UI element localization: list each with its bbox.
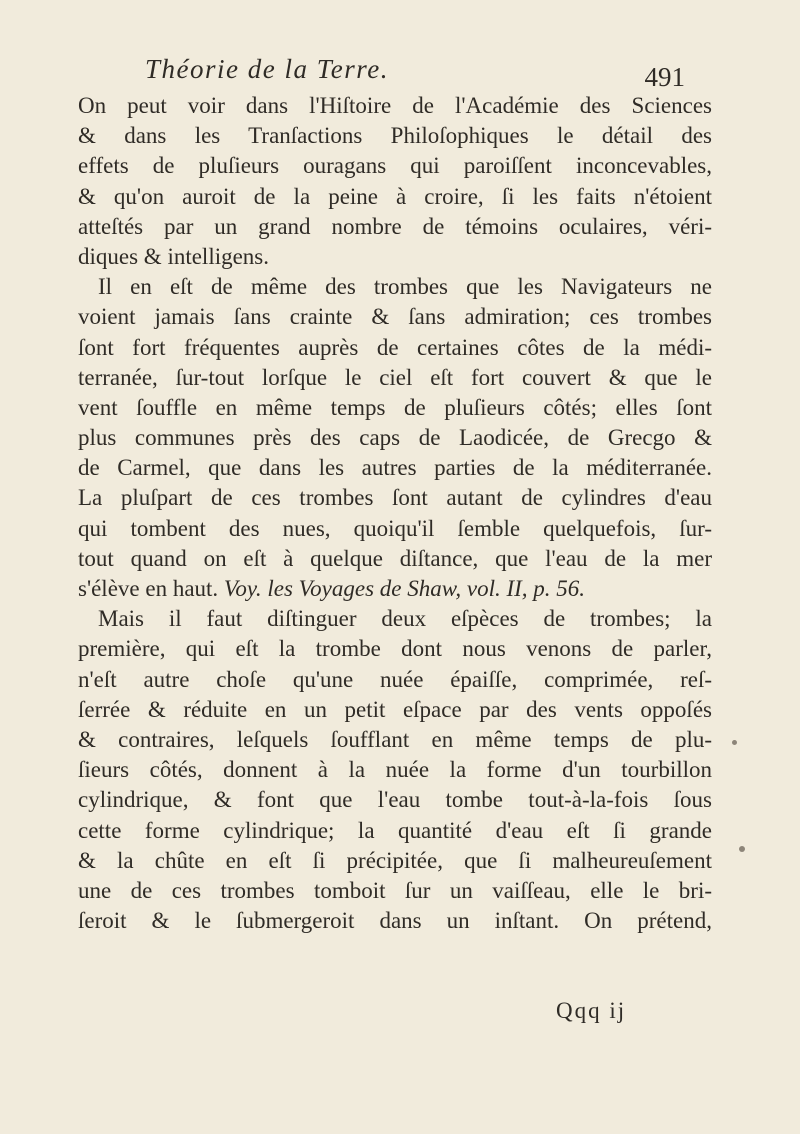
text-line: ſeroit & le ſubmergeroit dans un inſtant. On prétend, <box>78 908 712 934</box>
text-line: On peut voir dans l'Hiſtoire de l'Académie des Sciences <box>78 93 712 118</box>
text-line: diques & intelligens. <box>78 243 270 269</box>
page-number: 491 <box>644 62 685 92</box>
body-text <box>78 91 712 936</box>
line-text: s'élève en haut. <box>78 576 219 601</box>
text-line: de Carmel, que dans les autres parties de la méditerranée. <box>78 455 712 481</box>
text-line: Mais il faut diſtinguer deux eſpèces de trombes; la <box>98 606 712 632</box>
text-line: & qu'on auroit de la peine à croire, ſi les faits n'étoient <box>78 183 712 209</box>
text-line: cette forme cylindrique; la quantité d'eau eſt ſi grande <box>78 817 712 843</box>
text-line: cylindrique, & font que l'eau tombe tout-à-la-fois ſous <box>78 787 712 813</box>
text-line: une de ces trombes tomboit ſur un vaiſſeau, elle le bri- <box>78 877 712 903</box>
text-line: & la chûte en eſt ſi précipitée, que ſi malheureuſement <box>78 847 712 873</box>
text-line: & contraires, leſquels ſoufflant en même temps de plu- <box>78 726 712 752</box>
text-line: première, qui eſt la trombe dont nous venons de parler, <box>78 636 712 662</box>
reference: Voy. les Voyages de Shaw, vol. II, p. 56. <box>223 576 586 601</box>
text-line: atteſtés par un grand nombre de témoins oculaires, véri- <box>78 213 712 239</box>
text-line: ſieurs côtés, donnent à la nuée la forme d'un tourbillon <box>78 757 712 783</box>
text-line: & dans les Tranſactions Philoſophiques le détail des <box>78 123 712 149</box>
text-line: voient jamais ſans crainte & ſans admiration; ces trombes <box>78 304 712 330</box>
text-line: vent ſouffle en même temps de pluſieurs côtés; elles ſont <box>78 394 712 420</box>
text-line: qui tombent des nues, quoiqu'il ſemble quelquefois, ſur- <box>78 515 712 541</box>
text-line: ſerrée & réduite en un petit eſpace par des vents oppoſés <box>78 696 712 722</box>
signature-mark: Qqq ij <box>556 998 627 1023</box>
running-title: Théorie de la Terre. <box>145 54 389 84</box>
margin-speck <box>732 740 737 745</box>
text-line: effets de pluſieurs ouragans qui paroiſſent inconcevables, <box>78 153 712 179</box>
text-line: terranée, ſur-tout lorſque le ciel eſt fort couvert & que le <box>78 364 712 390</box>
text-line-with-reference <box>78 574 712 604</box>
text-line: n'eſt autre choſe qu'une nuée épaiſſe, comprimée, reſ- <box>78 666 712 692</box>
text-line: La pluſpart de ces trombes ſont autant de cylindres d'eau <box>78 485 712 511</box>
text-line: tout quand on eſt à quelque diſtance, que l'eau de la mer <box>78 545 712 571</box>
running-head <box>145 50 685 90</box>
text-line: plus communes près des caps de Laodicée, de Grecgo & <box>78 425 712 451</box>
margin-speck <box>739 846 745 852</box>
text-line: Il en eſt de même des trombes que les Navigateurs ne <box>98 274 712 300</box>
text-line: ſont fort fréquentes auprès de certaines côtes de la médi- <box>78 334 712 360</box>
